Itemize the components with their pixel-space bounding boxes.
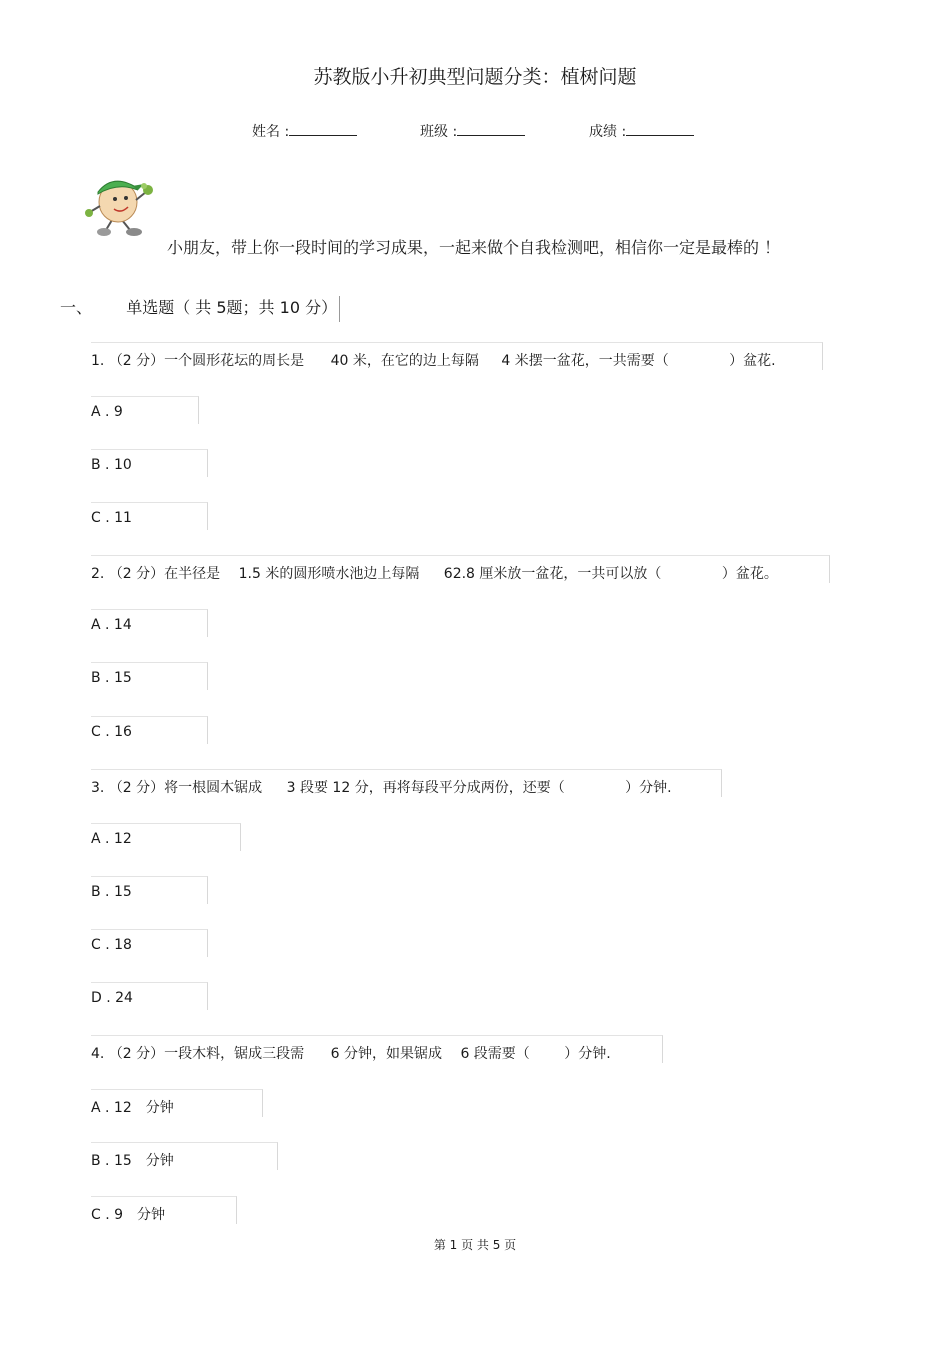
option-4c[interactable]: C . 9 分钟	[91, 1207, 166, 1223]
page-title: 苏教版小升初典型问题分类：植树问题	[313, 66, 637, 88]
question-2: 2. （2 分）在半径是 1.5 米的圆形喷水池边上每隔 62.8 厘米放一盆花，一共可以放（ ）盆花。	[91, 566, 778, 582]
option-3c[interactable]: C . 18	[91, 937, 132, 953]
greeting-text: 小朋友，带上你一段时间的学习成果，一起来做个自我检测吧，相信你一定是最棒的 ！	[167, 238, 781, 257]
option-4b[interactable]: B . 15 分钟	[91, 1153, 174, 1169]
class-blank	[457, 123, 525, 136]
option-2c[interactable]: C . 16	[91, 724, 132, 740]
option-4a[interactable]: A . 12 分钟	[91, 1100, 174, 1116]
option-3a[interactable]: A . 12	[91, 831, 132, 847]
section-title: 单选题（ 共 5题；共 10 分）	[126, 298, 338, 317]
option-3b[interactable]: B . 15	[91, 884, 132, 900]
question-score: （2 分）	[108, 780, 165, 796]
section-heading	[60, 295, 340, 322]
name-blank	[289, 123, 357, 136]
question-score: （2 分）	[108, 1046, 165, 1062]
option-3d[interactable]: D . 24	[91, 990, 133, 1006]
section-number: 一、	[60, 298, 93, 317]
score-blank	[626, 123, 694, 136]
question-4: 4. （2 分）一段木料，锯成三段需 6 分钟，如果锯成 6 段需要（ ）分钟.	[91, 1046, 611, 1062]
option-1a[interactable]: A . 9	[91, 404, 123, 420]
name-label: 姓名 :	[252, 124, 290, 140]
question-1: 1. （2 分）一个圆形花坛的周长是 40 米，在它的边上每隔 4 米摆一盆花，一共需要（ ）盆花.	[91, 353, 776, 369]
option-2a[interactable]: A . 14	[91, 617, 132, 633]
class-label: 班级 :	[420, 124, 458, 140]
question-score: （2 分）	[108, 566, 165, 582]
score-label: 成绩 :	[589, 124, 627, 140]
class-field	[420, 121, 525, 141]
score-field	[589, 121, 694, 141]
question-3: 3. （2 分）将一根圆木锯成 3 段要 12 分，再将每段平分成两份，还要（ ）分钟.	[91, 780, 672, 796]
question-score: （2 分）	[108, 353, 165, 369]
mascot-illustration	[82, 172, 158, 242]
option-1b[interactable]: B . 10	[91, 457, 132, 473]
name-field	[252, 121, 357, 141]
option-2b[interactable]: B . 15	[91, 670, 132, 686]
option-1c[interactable]: C . 11	[91, 510, 132, 526]
page-footer: 第 1 页 共 5 页	[433, 1238, 517, 1252]
